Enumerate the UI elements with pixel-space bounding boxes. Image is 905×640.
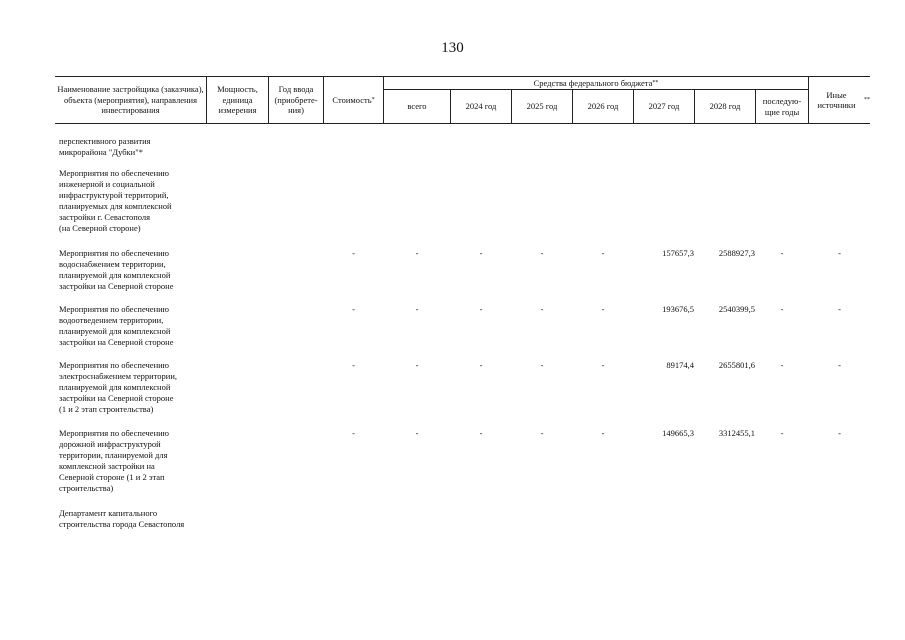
header-name: Наименование застройщика (заказчика), объекта (мероприятия), направления инвестирования bbox=[57, 84, 204, 116]
header-other-sources: Иные источники ** bbox=[817, 89, 870, 110]
cell-cost: - bbox=[352, 248, 355, 258]
header-year: Год ввода (приобрете-ния) bbox=[274, 84, 318, 116]
cell-2028: 2588927,3 bbox=[718, 248, 755, 258]
cell-later-years: - bbox=[780, 360, 784, 370]
cell-2024: - bbox=[479, 360, 483, 370]
row-name: Мероприятия по обеспечению водоснабжением территории, планируемой для комплексной застройки на Северной стороне bbox=[59, 248, 174, 291]
row-name: перспективного развития микрорайона "Дубки"* bbox=[59, 136, 151, 157]
cell-other-sources: - bbox=[838, 304, 841, 314]
row-name: Департамент капитального строительства города Севастополя bbox=[59, 508, 185, 529]
row-name: Мероприятия по обеспечению инженерной и социальной инфраструктурой территорий, планируемых для комплексной застройки г. Севастополя (на Северной стороне) bbox=[59, 168, 172, 233]
cell-2027: 89174,4 bbox=[666, 360, 694, 370]
cell-2028: 3312455,1 bbox=[718, 428, 755, 438]
cell-cost: - bbox=[352, 360, 355, 370]
cell-2025: - bbox=[540, 248, 544, 258]
cell-2024: - bbox=[479, 304, 483, 314]
cell-2027: 149665,3 bbox=[662, 428, 694, 438]
row-name: Мероприятия по обеспечению электроснабжением территории, планируемой для комплексной застройки на Северной стороне (1 и 2 этап строительства) bbox=[59, 360, 178, 414]
cell-other-sources: - bbox=[838, 428, 841, 438]
cell-later-years: - bbox=[780, 248, 784, 258]
header-total: всего bbox=[407, 101, 427, 112]
header-2026: 2026 год bbox=[587, 101, 619, 112]
header-2027: 2027 год bbox=[648, 101, 680, 112]
row-name: Мероприятия по обеспечению дорожной инфраструктурой территории, планируемой для комплексной застройки на Северной стороне (1 и 2 этап строительства) bbox=[59, 428, 170, 493]
cell-total: - bbox=[415, 428, 419, 438]
table-header bbox=[55, 76, 870, 124]
header-later-years: последую-щие годы bbox=[762, 96, 802, 117]
header-2025: 2025 год bbox=[526, 101, 558, 112]
page-number: 130 bbox=[441, 40, 464, 56]
row-name: Мероприятия по обеспечению водоотведением территории, планируемой для комплексной застройки на Северной стороне bbox=[59, 304, 174, 347]
cell-later-years: - bbox=[780, 304, 784, 314]
header-federal: Средства федерального бюджета ** bbox=[533, 77, 659, 88]
cell-other-sources: - bbox=[838, 360, 841, 370]
cell-other-sources: - bbox=[838, 248, 841, 258]
cell-later-years: - bbox=[780, 428, 784, 438]
cell-2028: 2540399,5 bbox=[718, 304, 755, 314]
cell-2024: - bbox=[479, 248, 483, 258]
cell-cost: - bbox=[352, 304, 355, 314]
header-2024: 2024 год bbox=[465, 101, 497, 112]
cell-total: - bbox=[415, 248, 419, 258]
cell-2026: - bbox=[601, 248, 605, 258]
header-capacity: Мощность, единица измерения bbox=[217, 84, 258, 116]
cell-total: - bbox=[415, 304, 419, 314]
cell-2025: - bbox=[540, 428, 544, 438]
cell-2024: - bbox=[479, 428, 483, 438]
cell-2028: 2655801,6 bbox=[718, 360, 755, 370]
cell-2025: - bbox=[540, 360, 544, 370]
cell-cost: - bbox=[352, 428, 355, 438]
cell-2026: - bbox=[601, 428, 605, 438]
cell-2027: 157657,3 bbox=[662, 248, 694, 258]
header-2028: 2028 год bbox=[709, 101, 741, 112]
cell-total: - bbox=[415, 360, 419, 370]
cell-2026: - bbox=[601, 304, 605, 314]
cell-2026: - bbox=[601, 360, 605, 370]
cell-2025: - bbox=[540, 304, 544, 314]
header-cost: Стоимость * bbox=[332, 94, 375, 105]
cell-2027: 193676,5 bbox=[662, 304, 694, 314]
